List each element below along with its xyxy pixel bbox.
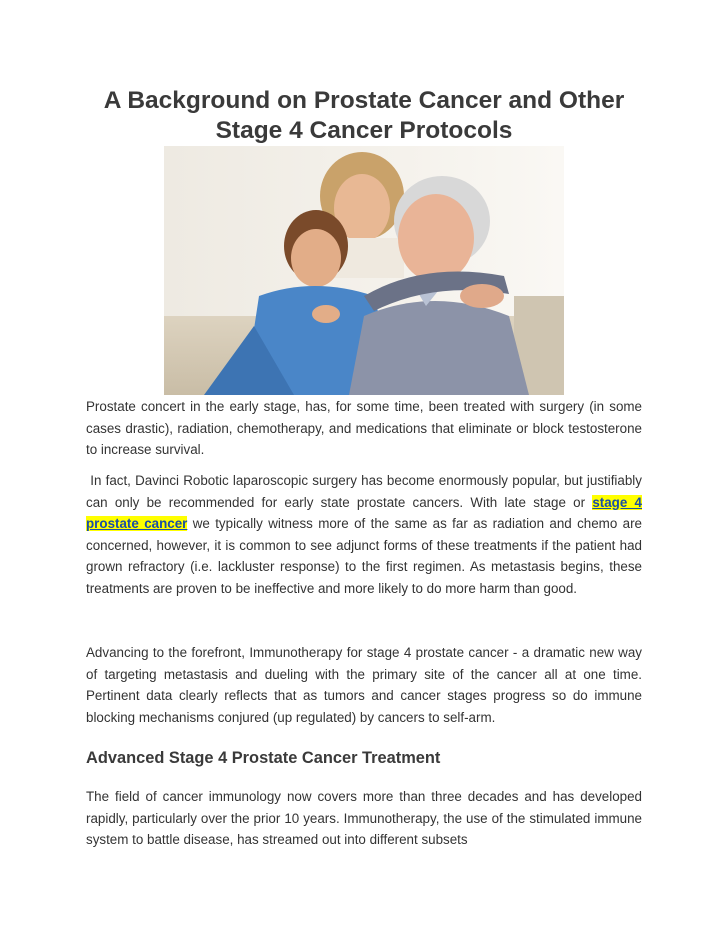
article-title: A Background on Prostate Cancer and Other Stage 4 Cancer Protocols [103,87,625,144]
stage-4-prostate-cancer-link[interactable]: stage 4 prostate cancer [86,494,642,531]
section-heading: Advanced Stage 4 Prostate Cancer Treatment [86,749,441,767]
intro-paragraph: Prostate concert in the early stage, has, for some time, been treated with surgery (in some cases drastic), radiation, chemotherapy, and medications that eliminate or block testosterone to increase survival. [86,399,642,457]
surgery-paragraph [86,470,642,599]
immunology-paragraph: The field of cancer immunology now covers more than three decades and has developed rapidly, particularly over the prior 10 years. Immunotherapy, the use of the stimulated immune system to battle disease, has streamed out into different subsets [86,789,642,847]
hero-image [164,146,564,395]
family-photo-illustration [164,146,564,395]
paragraph-text-after-link: we typically witness more of the same as far as radiation and chemo are concerned, however, it is common to see adjunct forms of these treatments if the patient had grown refractory (i.e. lackluster response) to the first regimen. As metastasis begins, these treatments are proven to be ineffective and more likely to do more harm than good. [86,516,642,596]
immunotherapy-paragraph: Advancing to the forefront, Immunotherapy for stage 4 prostate cancer - a dramatic new way of targeting metastasis and dueling with the primary site of the cancer all at one time. Pertinent data clearly reflects that as tumors and cancer stages progress so do immune blocking mechanisms conjured (up regulated) by cancers to self-arm. [86,645,642,725]
paragraph-text-before-link: In fact, Davinci Robotic laparoscopic surgery has become enormously popular, but justifiably can only be recommended for early state prostate cancers. With late stage or [86,473,642,510]
